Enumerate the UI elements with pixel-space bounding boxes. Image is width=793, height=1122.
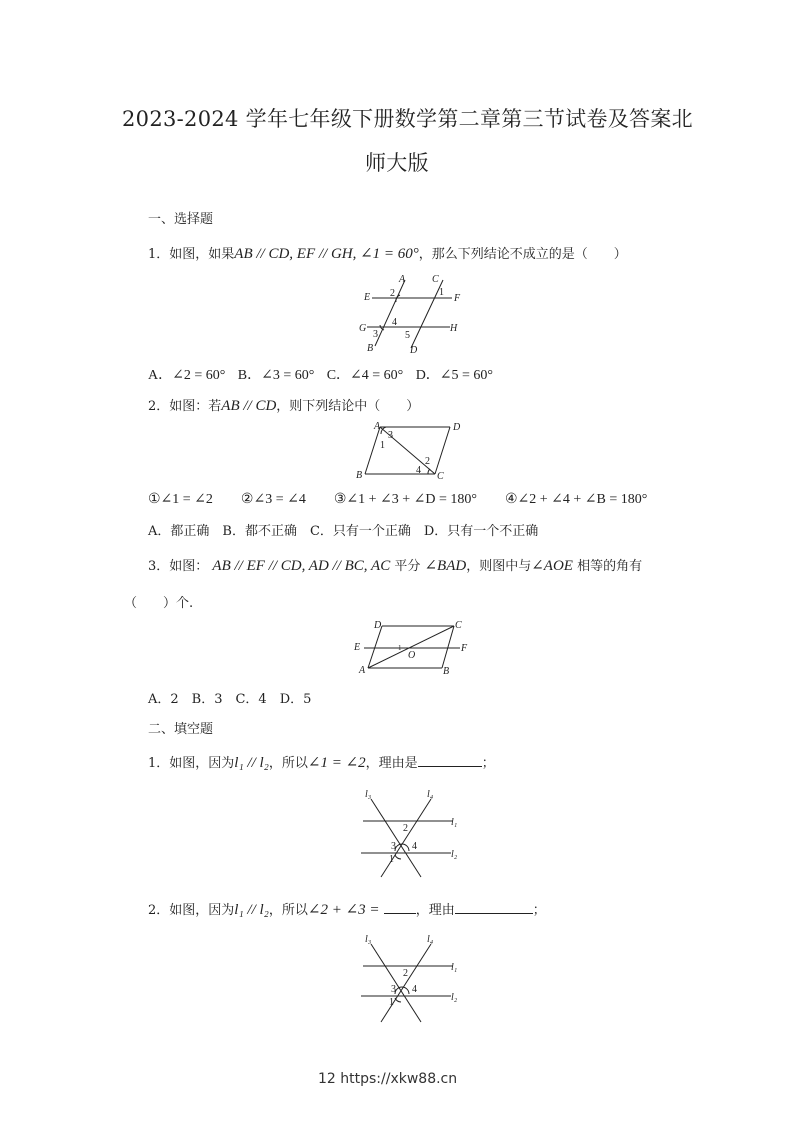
question-3-options: A．2 B．3 C．4 D．5 [148,692,312,707]
figure-q2 [350,418,470,482]
page-title-line2: 师大版 [365,151,429,175]
page-footer: 12 https://xkw88.cn [318,1071,458,1087]
label-A: A [359,665,366,676]
line-bc [442,626,454,668]
label-angle-2: 2 [403,823,408,834]
label-l4: l₄ [427,934,434,945]
fill-2-equation: ∠2 + ∠3 = [307,902,380,918]
label-angle-4: 4 [416,465,421,476]
label-angle-4: 4 [412,841,417,852]
label-angle-2: 2 [403,968,408,979]
question-3-text-b: ，则图中与 [466,559,532,574]
line-l3 [371,799,421,877]
question-3-angle-bad: ∠BAD [424,558,467,574]
figure-fill-1 [355,785,465,883]
question-1 [148,243,627,263]
label-l1: l₁ [451,817,458,828]
label-l3: l₃ [365,934,372,945]
label-A: A [399,274,406,285]
question-3-line2: （ ）个. [124,596,194,611]
label-D: D [374,620,382,631]
question-3-angle-aoe: ∠AOE [531,558,573,574]
fill-1-text-b: ，所以 [268,756,308,771]
label-angle-2: 2 [390,288,395,299]
fill-1-text-c: ，理由是 [365,756,418,771]
question-2 [148,395,419,415]
angle-4-arc [428,469,430,474]
section-heading-choice: 一、选择题 [148,212,214,227]
question-1-number: 1．如图，如果 [148,247,235,262]
label-F: F [454,293,461,304]
label-l3: l₃ [365,789,372,800]
fill-2-blank-reason[interactable] [455,901,533,914]
fill-1-text-a: 1．如图，因为 [148,756,235,771]
fill-2-condition: l₁ // l₂ [234,902,269,918]
question-2-options: A．都正确 B．都不正确 C．只有一个正确 D．只有一个不正确 [148,524,539,539]
option-c: C．∠4 = 60° [326,368,404,383]
option-d: D．∠5 = 60° [415,368,494,383]
question-1-prompt: ，那么下列结论不成立的是（ ） [418,247,627,262]
label-angle-1: 1 [389,854,394,865]
label-l4: l₄ [427,789,434,800]
label-G: G [359,323,367,334]
label-B: B [356,470,363,481]
label-angle-4: 4 [392,317,397,328]
label-angle-1: 1 [380,440,385,451]
figure-q3 [350,617,470,677]
fill-2-blank-value[interactable] [384,901,416,914]
label-angle-4: 4 [412,984,417,995]
figure-fill-2 [355,930,465,1028]
line-ab [365,427,380,474]
fill-1-condition: l₁ // l₂ [234,755,269,771]
label-H: H [450,323,458,334]
label-D: D [453,422,461,433]
option-b: B．∠3 = 60° [237,368,315,383]
label-angle-3: 3 [391,841,396,852]
fill-2-text-b: ，所以 [268,903,308,918]
line-cd [435,427,450,474]
label-angle-1: 1 [398,644,402,652]
label-E: E [354,642,361,653]
question-3-number: 3．如图： [148,559,209,574]
fill-1-end: ； [481,756,495,771]
label-angle-3: 3 [373,329,378,340]
figure-q1 [355,270,465,356]
label-angle-3: 3 [391,984,396,995]
label-D: D [410,345,418,356]
question-1-options [148,364,493,384]
label-angle-1: 1 [439,287,444,298]
fill-1-equation: ∠1 = ∠2 [307,755,366,771]
option-a: A．∠2 = 60° [148,368,226,383]
label-A: A [374,421,381,432]
label-C: C [455,620,462,631]
line-l3 [371,944,421,1022]
section-heading-fill: 二、填空题 [148,722,214,737]
fill-2-text-a: 2．如图，因为 [148,903,235,918]
label-C: C [437,471,444,482]
question-3-text-a: 平分 [390,559,425,574]
label-E: E [364,292,371,303]
fill-2-end: ； [532,903,546,918]
label-l2: l₂ [451,849,458,860]
question-2-number: 2．如图：若 [148,399,222,414]
fill-1-blank[interactable] [418,754,482,767]
label-l1: l₁ [451,962,458,973]
label-angle-1: 1 [389,997,394,1008]
line-l4 [381,799,431,877]
label-C: C [432,274,439,285]
line-l4 [381,944,431,1022]
question-2-statements: ①∠1 = ∠2 ②∠3 = ∠4 ③∠1 + ∠3 + ∠D = 180° ④∠2 + ∠4 + ∠B = 180° [148,492,648,507]
page-title-line1: 2023-2024 学年七年级下册数学第二章第三节试卷及答案北 [122,107,693,131]
label-O: O [408,650,416,661]
question-3-text-c: 相等的角有 [572,559,643,574]
label-l2: l₂ [451,992,458,1003]
question-2-prompt: ，则下列结论中（ ） [276,399,420,414]
label-angle-5: 5 [405,330,410,341]
label-angle-2: 2 [425,456,430,467]
fill-2-text-c: ，理由 [415,903,455,918]
question-2-condition: AB // CD [221,398,277,414]
line-ac [368,626,454,668]
fill-question-1 [148,752,495,772]
question-3 [148,555,642,575]
angle-arc-bottom [395,855,401,859]
label-F: F [461,643,468,654]
fill-question-2 [148,899,546,919]
label-B: B [367,343,374,354]
question-1-condition: AB // CD, EF // GH, ∠1 = 60° [234,246,419,262]
question-3-condition: AB // EF // CD, AD // BC, AC [212,558,391,574]
label-angle-3: 3 [388,430,393,441]
label-B: B [443,666,450,677]
